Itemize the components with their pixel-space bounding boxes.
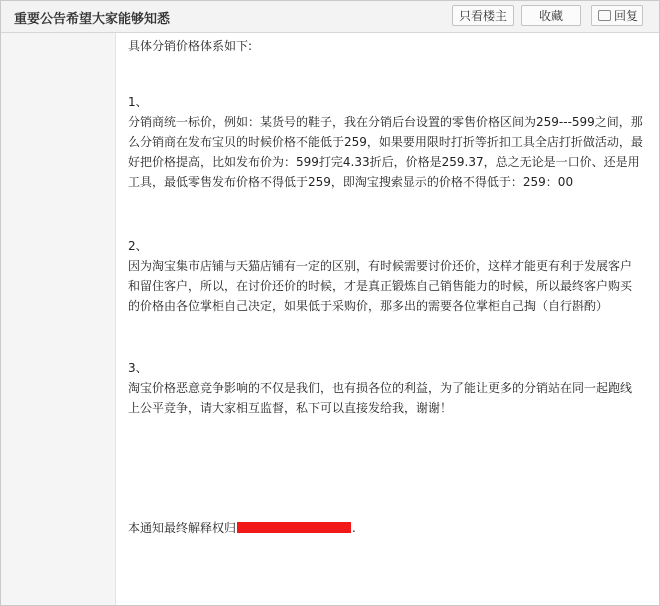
post-header-bar: [1, 1, 659, 33]
reply-icon: [598, 10, 611, 21]
author-sidebar: [1, 33, 116, 605]
footer-suffix: .: [352, 521, 356, 535]
author-only-button[interactable]: 只看楼主: [452, 5, 514, 26]
post-intro: 具体分销价格体系如下:: [128, 39, 253, 53]
section-2-number: 2、: [128, 239, 148, 253]
section-3-text: 淘宝价格恶意竞争影响的不仅是我们，也有损各位的利益，为了能让更多的分销站在同一起跑线上公平竞争，请大家相互监督，私下可以直接发给我，谢谢！: [128, 381, 633, 415]
reply-label: 回复: [614, 9, 639, 23]
post-footer: [128, 518, 643, 538]
section-1-text: 分销商统一标价，例如：某货号的鞋子，我在分销后台设置的零售价格区间为259---599之间，那么分销商在发布宝贝的时候价格不能低于259，如果要用限时打折等折扣工具全店打折做活动，最好把价格提高，比如发布价为：599打完4.33折后，价格是259.37，总之无论是一口价、还是用工具，最低零售发布价格不得低于259，即淘宝搜索显示的价格不得低于：259：00: [128, 115, 643, 189]
redaction-mark: [237, 522, 351, 533]
post-content: [128, 36, 643, 538]
section-1-number: 1、: [128, 95, 148, 109]
favorite-button[interactable]: 收藏: [521, 5, 581, 26]
reply-button[interactable]: [591, 5, 643, 26]
section-2-text: 因为淘宝集市店铺与天猫店铺有一定的区别，有时候需要讨价还价，这样才能更有利于发展客户和留住客户，所以，在讨价还价的时候，才是真正锻炼自己销售能力的时候，所以最终客户购买的价格由各位掌柜自己决定，如果低于采购价，那多出的需要各位掌柜自己掏（自行斟酌）: [128, 259, 633, 313]
post-title: 重要公告希望大家能够知悉: [14, 12, 171, 27]
section-3-number: 3、: [128, 361, 148, 375]
footer-prefix: 本通知最终解释权归: [128, 521, 237, 535]
